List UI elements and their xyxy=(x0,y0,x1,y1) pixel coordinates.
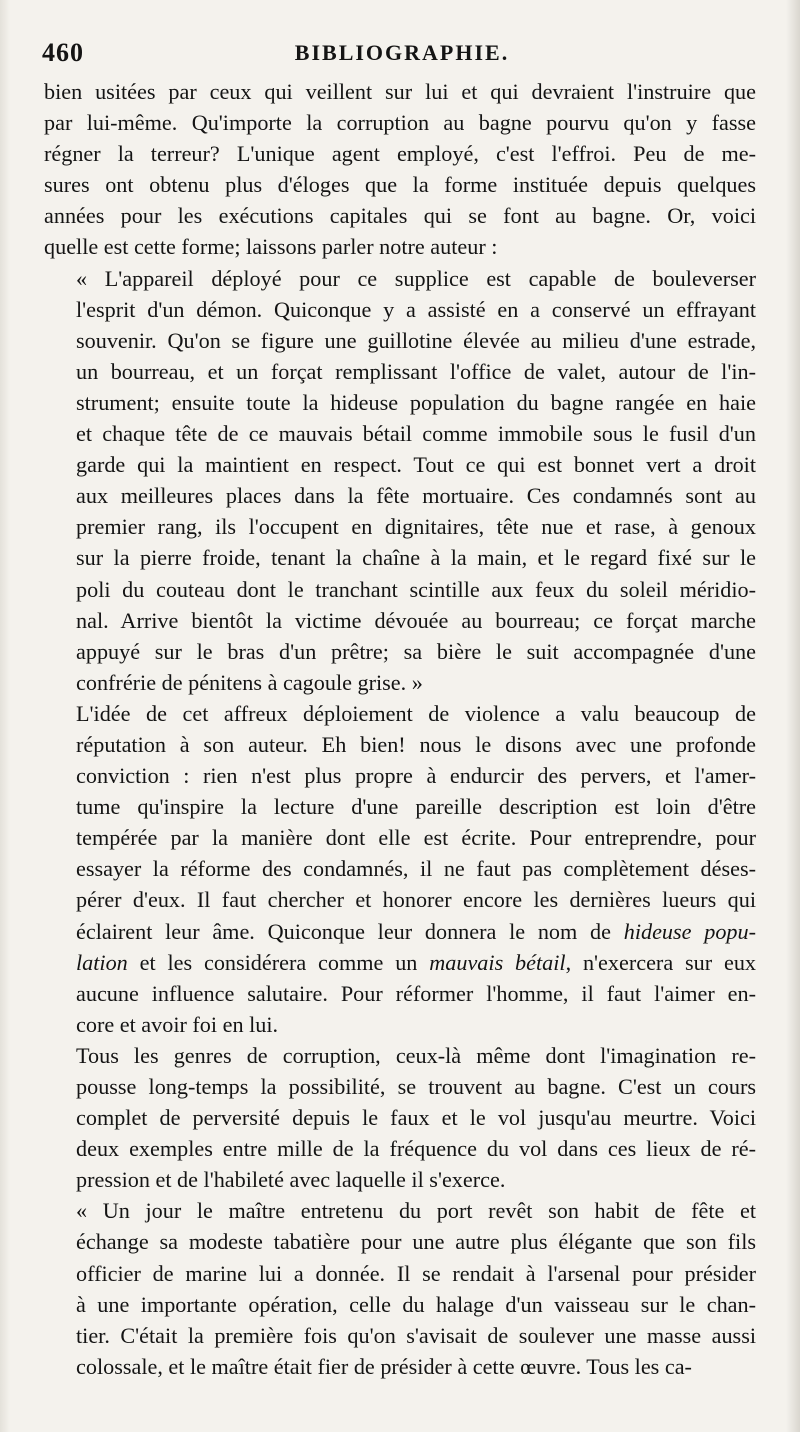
text-line: pousse long-temps la possibilité, se trouvent au bagne. C'est un cours xyxy=(76,1074,756,1099)
text-line: et chaque tête de ce mauvais bétail comme immobile sous le fusil d'un xyxy=(76,421,756,447)
text-line: souvenir. Qu'on se figure une guillotine élevée au milieu d'une estrade, xyxy=(76,327,756,353)
text-line: nal. Arrive bientôt la victime dévouée au bourreau; ce forçat marche xyxy=(76,607,756,633)
text-line: colossale, et le maître était fier de présider à cette œuvre. Tous les ca- xyxy=(76,1353,692,1379)
text-line: conviction : rien n'est plus propre à endurcir des pervers, et l'amer- xyxy=(76,763,756,789)
text-line: pérer d'eux. Il faut chercher et honorer encore les dernières lueurs qui xyxy=(76,887,756,913)
text-line: par lui-même. Qu'importe la corruption au bagne pourvu qu'on y fasse xyxy=(44,110,756,136)
text-line: core et avoir foi en lui. xyxy=(76,1011,279,1037)
text-line: lation et les considérera comme un mauvais bétail, n'exercera sur eux xyxy=(76,949,757,975)
body-text xyxy=(44,76,756,1382)
paragraph xyxy=(44,263,756,698)
text-line: deux exemples entre mille de la fréquence du vol dans ces lieux de ré- xyxy=(76,1136,756,1162)
text-line: strument; ensuite toute la hideuse population du bagne rangée en haie xyxy=(76,389,756,415)
text-line: L'idée de cet affreux déploiement de violence a valu beaucoup de xyxy=(76,700,756,726)
text-line: tier. C'était la première fois qu'on s'avisait de soulever une masse aussi xyxy=(76,1322,756,1348)
text-line: quelle est cette forme; laissons parler notre auteur : xyxy=(44,234,498,260)
text-line: officier de marine lui a donnée. Il se rendait à l'arsenal pour présider xyxy=(76,1260,756,1286)
text-line: aux meilleures places dans la fête mortuaire. Ces condamnés sont au xyxy=(76,483,756,509)
text-line: à une importante opération, celle du halage d'un vaisseau sur le chan- xyxy=(76,1291,756,1317)
running-title: BIBLIOGRAPHIE. xyxy=(294,40,510,65)
text-line: premier rang, ils l'occupent en dignitaires, tête nue et rase, à genoux xyxy=(76,514,756,540)
text-line: sures ont obtenu plus d'éloges que la forme instituée depuis quelques xyxy=(44,172,756,198)
page-header xyxy=(42,38,762,68)
text-line: régner la terreur? L'unique agent employé, c'est l'effroi. Peu de me- xyxy=(44,141,756,167)
text-line: essayer la réforme des condamnés, il ne faut pas complètement déses- xyxy=(76,856,756,882)
text-line: complet de perversité depuis le faux et le vol jusqu'au meurtre. Voici xyxy=(76,1105,756,1131)
page-gutter-shadow xyxy=(0,0,10,1432)
text-line: aucune influence salutaire. Pour réformer l'homme, il faut l'aimer en- xyxy=(76,980,756,1006)
paragraph xyxy=(44,76,756,263)
text-line: années pour les exécutions capitales qui se font au bagne. Or, voici xyxy=(44,203,756,229)
text-line: l'esprit d'un démon. Quiconque y a assisté en a conservé un effrayant xyxy=(76,296,756,322)
text-line: sur la pierre froide, tenant la chaîne à la main, et le regard fixé sur le xyxy=(76,545,756,571)
text-line: confrérie de pénitens à cagoule grise. » xyxy=(76,669,423,695)
paragraph xyxy=(44,1040,756,1195)
text-line: Tous les genres de corruption, ceux-là même dont l'imagination re- xyxy=(76,1042,756,1068)
paragraph xyxy=(44,1195,756,1382)
text-line: bien usitées par ceux qui veillent sur lui et qui devraient l'instruire que xyxy=(44,79,756,104)
text-line: pression et de l'habileté avec laquelle il s'exerce. xyxy=(76,1167,506,1193)
text-line: tempérée par la manière dont elle est écrite. Pour entreprendre, pour xyxy=(76,825,756,851)
text-line: appuyé sur le bras d'un prêtre; sa bière le suit accompagnée d'une xyxy=(76,638,756,664)
text-line: tume qu'inspire la lecture d'une pareille description est loin d'être xyxy=(76,794,756,820)
text-line: « Un jour le maître entretenu du port revêt son habit de fête et xyxy=(76,1198,756,1224)
text-line: « L'appareil déployé pour ce supplice est capable de bouleverser xyxy=(76,265,756,291)
text-line: poli du couteau dont le tranchant scintille aux feux du soleil méridio- xyxy=(76,576,756,602)
text-line: échange sa modeste tabatière pour une autre plus élégante que son fils xyxy=(76,1229,756,1255)
page-number: 460 xyxy=(42,38,84,67)
text-line: éclairent leur âme. Quiconque leur donnera le nom de hideuse popu- xyxy=(76,918,756,944)
page-edge-shadow xyxy=(786,0,800,1432)
text-line: garde qui la maintient en respect. Tout ce qui est bonnet vert a droit xyxy=(76,452,756,478)
paragraph xyxy=(44,698,756,1040)
text-line: un bourreau, et un forçat remplissant l'office de valet, autour de l'in- xyxy=(76,358,756,384)
text-line: réputation à son auteur. Eh bien! nous le disons avec une profonde xyxy=(76,731,756,757)
